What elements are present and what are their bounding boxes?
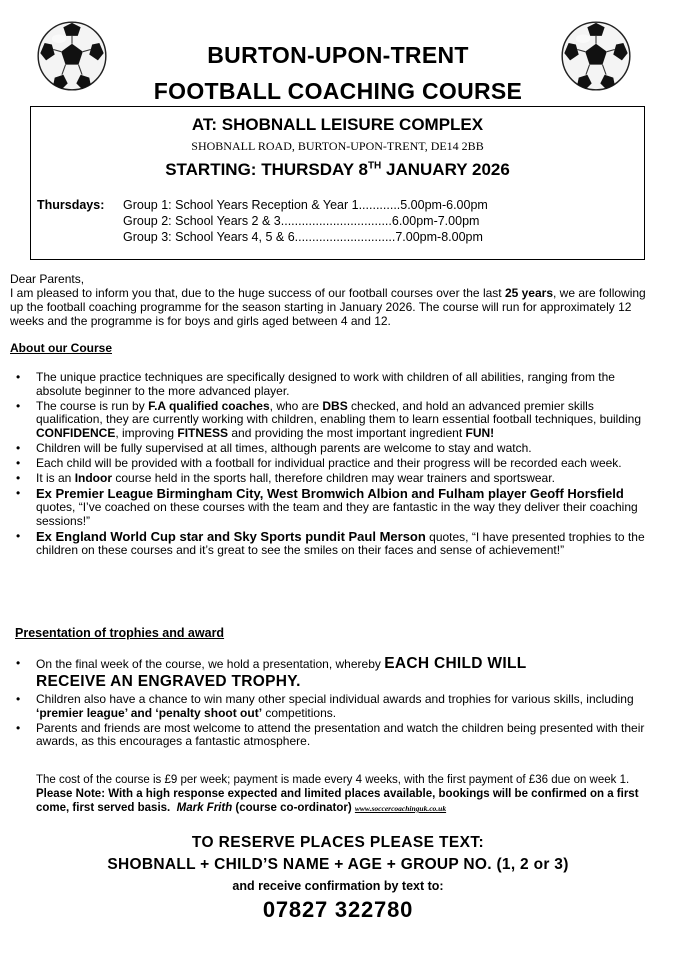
list-item-text: quotes, “I’ve coached on these courses with the team and they are fantastic in the way they deliver their coaching sessions!” xyxy=(36,500,638,528)
list-item-bold: ‘premier league’ and ‘penalty shoot out’ xyxy=(36,705,263,720)
cost-text: The cost of the course is £9 per week; payment is made every 4 weeks, with the first payment of £36 due on week 1. xyxy=(36,774,630,786)
list-item xyxy=(0,442,660,456)
start-date-prefix: STARTING: THURSDAY 8 xyxy=(165,160,368,179)
booking-note: Please Note: With a high response expected and limited places available, bookings will be confirmed on a first come, first served basis. xyxy=(36,788,639,814)
phone-number: 07827 322780 xyxy=(262,897,414,922)
list-item-text: and providing the most important ingredient xyxy=(228,425,466,440)
presentation-heading: Presentation of trophies and award xyxy=(15,626,225,640)
list-item-bold: FUN! xyxy=(465,425,495,440)
list-item xyxy=(0,487,660,529)
day-label: Thursdays: xyxy=(37,198,105,212)
list-item-text: Children also have a chance to win many other special individual awards and trophies for various skills, including xyxy=(36,692,634,706)
start-date xyxy=(31,160,644,180)
list-item-text: Children will be fully supervised at all times, although parents are welcome to stay and watch. xyxy=(36,440,532,455)
list-item xyxy=(0,530,660,558)
coordinator-role: (course co-ordinator) xyxy=(232,802,352,814)
list-item-text: The unique practice techniques are specifically designed to work with children of all abilities, ranging from the absolute beginner to the more advanced player. xyxy=(36,370,615,398)
website-link[interactable]: www.soccercoachinguk.co.uk xyxy=(354,804,447,813)
list-item-text: competitions. xyxy=(262,705,337,720)
list-item-bold: DBS xyxy=(322,398,348,413)
list-item-bold: F.A qualified coaches xyxy=(148,398,270,413)
venue-address: SHOBNALL ROAD, BURTON-UPON-TRENT, DE14 2BB xyxy=(191,139,484,153)
start-date-sup: TH xyxy=(367,160,382,172)
cta-format: SHOBNALL + CHILD’S NAME + AGE + GROUP NO. (1, 2 or 3) xyxy=(107,856,569,873)
list-item xyxy=(0,457,660,471)
cost-paragraph xyxy=(36,773,646,816)
intro-text: I am pleased to inform you that, due to the huge success of our football courses over the last xyxy=(10,286,505,300)
list-item-bold: Ex England World Cup star and Sky Sports pundit Paul Merson xyxy=(36,528,426,544)
intro-text: , we are following up the football coaching programme for the season starting in January 2026. The course will run for approximately 12 weeks and the programme is for boys and girls aged between 4 and 12. xyxy=(10,286,646,328)
intro-paragraph xyxy=(10,286,650,328)
about-heading: About our Course xyxy=(10,341,112,355)
list-item-bold: Ex Premier League Birmingham City, West Bromwich Albion and Fulham player Geoff Horsfield xyxy=(36,485,624,501)
list-item xyxy=(0,693,660,720)
list-item-text: checked, and hold an advanced premier skills qualification, they are currently working with children, enabling them to learn essential football techniques, building xyxy=(36,398,642,426)
presentation-list xyxy=(0,657,660,750)
group-schedule: Group 3: School Years 4, 5 & 6.............................7.00pm-8.00pm xyxy=(123,230,483,244)
intro-years: 25 years xyxy=(504,286,553,300)
list-item xyxy=(0,371,660,398)
list-item xyxy=(0,400,660,441)
venue-box xyxy=(30,106,645,260)
list-item xyxy=(0,657,660,692)
group-schedule: Group 1: School Years Reception & Year 1............5.00pm-6.00pm xyxy=(123,198,488,212)
start-date-suffix: JANUARY 2026 xyxy=(381,160,510,179)
list-item-text: quotes, “I have presented trophies to the children on these courses and it’s great to see the smiles on their faces and sense of achievement!” xyxy=(36,529,645,557)
list-item-emphasis: RECEIVE AN ENGRAVED TROPHY. xyxy=(36,672,301,690)
coordinator-name: Mark Frith xyxy=(176,802,233,814)
greeting: Dear Parents, xyxy=(10,272,85,286)
list-item-bold: FITNESS xyxy=(177,425,229,440)
list-item-bold: CONFIDENCE xyxy=(36,425,116,440)
list-item-text: On the final week of the course, we hold a presentation, whereby xyxy=(36,657,385,671)
list-item-text: The course is run by xyxy=(36,398,149,413)
page-title-line1: BURTON-UPON-TRENT xyxy=(207,42,469,68)
list-item-text: Each child will be provided with a football for individual practice and their progress will be recorded each week. xyxy=(36,455,622,470)
list-item xyxy=(0,722,660,749)
venue-name: AT: SHOBNALL LEISURE COMPLEX xyxy=(191,115,484,134)
about-list xyxy=(0,371,660,559)
list-item-text: It is an xyxy=(36,470,75,485)
cta-confirmation: and receive confirmation by text to: xyxy=(232,879,444,893)
group-schedule: Group 2: School Years 2 & 3................................6.00pm-7.00pm xyxy=(123,214,480,228)
page-title-line2: FOOTBALL COACHING COURSE xyxy=(153,78,523,104)
list-item xyxy=(0,472,660,486)
cta-heading: TO RESERVE PLACES PLEASE TEXT: xyxy=(191,834,485,851)
list-item-emphasis: EACH CHILD WILL xyxy=(384,655,527,672)
list-item-text: , who are xyxy=(269,398,323,413)
list-item-text: course held in the sports hall, therefore children may wear trainers and sportswear. xyxy=(112,470,555,485)
list-item-bold: Indoor xyxy=(74,470,113,485)
list-item-text: Parents and friends are most welcome to attend the presentation and watch the children being presented with their awards, as this encourages a fantastic atmosphere. xyxy=(36,720,645,748)
list-item-text: , improving xyxy=(115,425,178,440)
